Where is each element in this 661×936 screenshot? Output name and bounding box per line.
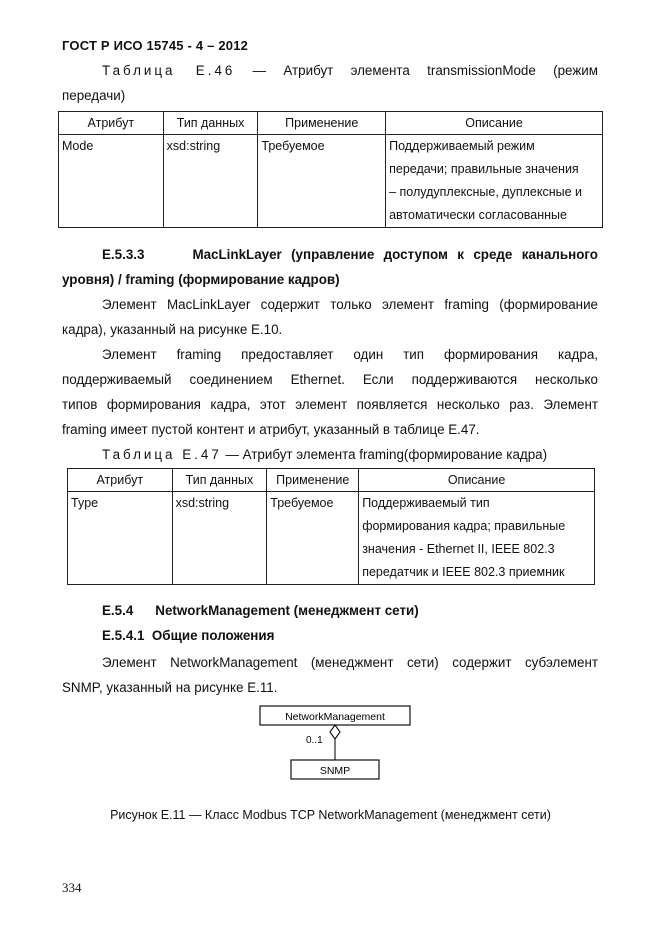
- paragraph-maclinklayer: Элемент MacLinkLayer содержит только элемент framing (формирование кадра), указанный на рисунке Е.10.: [62, 297, 598, 337]
- section-e533-title-2: уровня) / framing (формирование кадров): [62, 272, 340, 287]
- table46-header-type: Тип данных: [163, 112, 258, 135]
- table46-header-usage: Применение: [258, 112, 386, 135]
- aggregation-diamond-icon: [330, 725, 340, 739]
- table46-caption: [62, 58, 598, 108]
- table47-cell-usage: Требуемое: [267, 492, 359, 585]
- paragraph-framing: Элемент framing предоставляет один тип формирования кадра, поддерживаемый соединением Ethernet. Если поддерживаются несколько типов формирования кадра, этот элемент появляется несколько раз. Элемент framing имеет пустой контент и атрибут, указанный в таблице Е.47.: [62, 347, 598, 437]
- table47-header-type: Тип данных: [172, 469, 267, 492]
- table46-cell-desc: Поддерживаемый режим передачи; правильные значения – полудуплексные, дуплексные и автоматически согласованные: [386, 135, 603, 228]
- table46-caption-number: Таблица Е.46: [102, 63, 236, 78]
- table47-caption: [62, 442, 598, 467]
- table47-cell-attribute: Type: [68, 492, 173, 585]
- table47-caption-text: — Атрибут элемента framing(формирование кадра): [225, 447, 548, 462]
- table-e46: [58, 111, 603, 228]
- table46-header-attribute: Атрибут: [59, 112, 164, 135]
- paragraph-networkmanagement: Элемент NetworkManagement (менеджмент сети) содержит субэлемент SNMP, указанный на рисунке Е.11.: [62, 655, 598, 695]
- table46-caption-text: — Атрибут элемента transmissionMode (режим: [252, 63, 598, 78]
- page-number: 334: [62, 880, 82, 895]
- section-e541-number: Е.5.4.1: [102, 628, 145, 643]
- table47-cell-type: xsd:string: [172, 492, 267, 585]
- uml-class-diagram: [250, 700, 420, 785]
- section-e541-heading: [102, 628, 274, 643]
- table46-cell-type: xsd:string: [163, 135, 258, 228]
- section-e54-number: Е.5.4: [102, 603, 134, 618]
- table46-caption-text-2: передачи): [62, 88, 126, 103]
- table46-cell-attribute: Mode: [59, 135, 164, 228]
- section-e533-number: Е.5.3.3: [102, 247, 145, 262]
- table46-cell-usage: Требуемое: [258, 135, 386, 228]
- section-e541-title: Общие положения: [151, 628, 275, 643]
- snmp-class-label: SNMP: [319, 765, 351, 777]
- table-e47: [67, 468, 595, 585]
- section-e533-heading: [62, 242, 598, 292]
- table-row: [59, 135, 603, 228]
- networkmanagement-class-label: NetworkManagement: [285, 711, 385, 723]
- table47-header-attribute: Атрибут: [68, 469, 173, 492]
- table47-header-usage: Применение: [267, 469, 359, 492]
- section-e533-title: MacLinkLayer (управление доступом к среде канального: [192, 247, 598, 262]
- figure-caption: Рисунок Е.11 — Класс Modbus TCP NetworkManagement (менеджмент сети): [110, 808, 551, 822]
- table47-header-desc: Описание: [359, 469, 595, 492]
- table47-caption-number: Таблица Е.47: [102, 447, 222, 462]
- section-e54-title: NetworkManagement (менеджмент сети): [155, 603, 419, 618]
- table47-cell-desc: Поддерживаемый тип формирования кадра; правильные значения - Ethernet II, IEEE 802.3 передатчик и IEEE 802.3 приемник: [359, 492, 595, 585]
- document-header: ГОСТ Р ИСО 15745 - 4 – 2012: [62, 38, 249, 53]
- section-e54-heading: [102, 603, 419, 618]
- table46-header-desc: Описание: [386, 112, 603, 135]
- multiplicity-label: 0..1: [306, 735, 323, 746]
- table-row: [68, 492, 595, 585]
